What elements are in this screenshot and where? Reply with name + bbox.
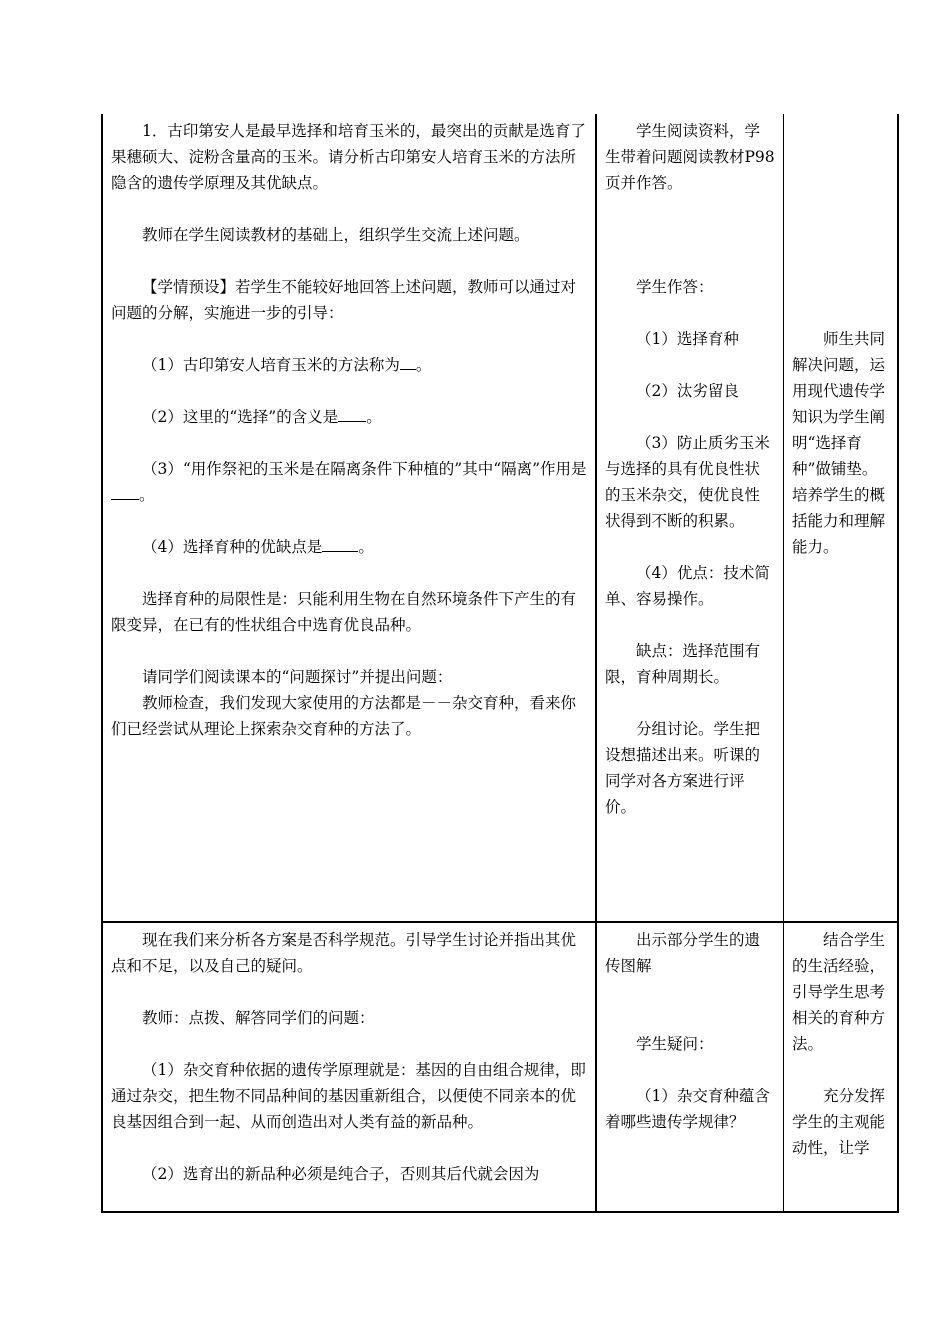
question-end: 。 bbox=[366, 408, 382, 426]
paragraph: 学生疑问： bbox=[636, 1035, 714, 1053]
paragraph: 教师检查，我们发现大家使用的方法都是－－杂交育种，看来你们已经尝试从理论上探索杂交育种的方法了。 bbox=[111, 694, 577, 738]
paragraph: （2）汰劣留良 bbox=[636, 382, 739, 400]
paragraph bbox=[111, 404, 587, 430]
question-text: （1）古印第安人培育玉米的方法称为 bbox=[142, 356, 400, 374]
paragraph: 出示部分学生的遗传图解 bbox=[605, 931, 761, 975]
fill-blank bbox=[338, 421, 366, 422]
paragraph: 缺点：选择范围有限，育种周期长。 bbox=[605, 642, 761, 686]
paragraph: 学生阅读资料，学生带着问题阅读教材P98页并作答。 bbox=[605, 122, 775, 192]
paragraph: 分组讨论。学生把设想描述出来。听课的同学对各方案进行评价。 bbox=[605, 720, 761, 816]
design-intent-cell bbox=[784, 114, 899, 922]
table-row bbox=[102, 922, 898, 1212]
paragraph: 师生共同解决问题，运用现代遗传学知识为学生阐明“选择育种”做铺垫。培养学生的概括能力和理解能力。 bbox=[792, 330, 886, 556]
paragraph: （2）选育出的新品种必须是纯合子，否则其后代就会因为 bbox=[142, 1165, 540, 1183]
paragraph: 【学情预设】若学生不能较好地回答上述问题，教师可以通过对问题的分解，实施进一步的引导： bbox=[111, 278, 577, 322]
paragraph: 教师：点拨、解答同学们的问题： bbox=[142, 1009, 375, 1027]
paragraph: 请同学们阅读课本的“问题探讨”并提出问题： bbox=[142, 668, 453, 686]
paragraph: （4）优点：技术简单、容易操作。 bbox=[605, 564, 770, 608]
paragraph: 1．古印第安人是最早选择和培育玉米的，最突出的贡献是选育了果穗硕大、淀粉含量高的玉米。请分析古印第安人培育玉米的方法所隐含的遗传学原理及其优缺点。 bbox=[111, 122, 586, 192]
fill-blank bbox=[322, 551, 358, 552]
paragraph: 充分发挥学生的主观能动性，让学 bbox=[792, 1087, 886, 1157]
design-intent-cell bbox=[784, 922, 899, 1212]
teacher-activity-cell bbox=[102, 922, 596, 1212]
paragraph bbox=[111, 352, 587, 378]
paragraph: 选择育种的局限性是：只能利用生物在自然环境条件下产生的有限变异，在已有的性状组合中选育优良品种。 bbox=[111, 590, 577, 634]
question-text: （4）选择育种的优缺点是 bbox=[142, 538, 323, 556]
question-end: 。 bbox=[358, 538, 374, 556]
question-end: 。 bbox=[139, 486, 155, 504]
fill-blank bbox=[400, 369, 416, 370]
paragraph bbox=[111, 534, 587, 560]
table-row bbox=[102, 114, 898, 922]
paragraph: （1）杂交育种依据的遗传学原理就是：基因的自由组合规律，即通过杂交，把生物不同品种间的基因重新组合，以便使不同亲本的优良基因组合到一起、从而创造出对人类有益的新品种。 bbox=[111, 1061, 586, 1131]
student-activity-cell bbox=[596, 922, 784, 1212]
paragraph: 教师在学生阅读教材的基础上，组织学生交流上述问题。 bbox=[142, 226, 530, 244]
fill-blank bbox=[111, 499, 139, 500]
question-end: 。 bbox=[415, 356, 432, 374]
question-text: （2）这里的“选择”的含义是 bbox=[142, 408, 339, 426]
paragraph: （1）杂交育种蕴含着哪些遗传学规律？ bbox=[605, 1087, 770, 1131]
paragraph: 结合学生的生活经验，引导学生思考相关的育种方法。 bbox=[792, 931, 886, 1053]
lesson-plan-table bbox=[101, 114, 899, 1213]
teacher-activity-cell bbox=[102, 114, 596, 922]
paragraph: （3）防止质劣玉米与选择的具有优良性状的玉米杂交，使优良性状得到不断的积累。 bbox=[605, 434, 770, 530]
paragraph: 学生作答： bbox=[636, 278, 714, 296]
paragraph: （1）选择育种 bbox=[636, 330, 739, 348]
student-activity-cell bbox=[596, 114, 784, 922]
paragraph: 现在我们来分析各方案是否科学规范。引导学生讨论并指出其优点和不足，以及自己的疑问。 bbox=[111, 931, 577, 975]
question-text: （3）“用作祭祀的玉米是在隔离条件下种植的”其中“隔离”作用是 bbox=[142, 460, 587, 478]
paragraph bbox=[111, 456, 587, 508]
